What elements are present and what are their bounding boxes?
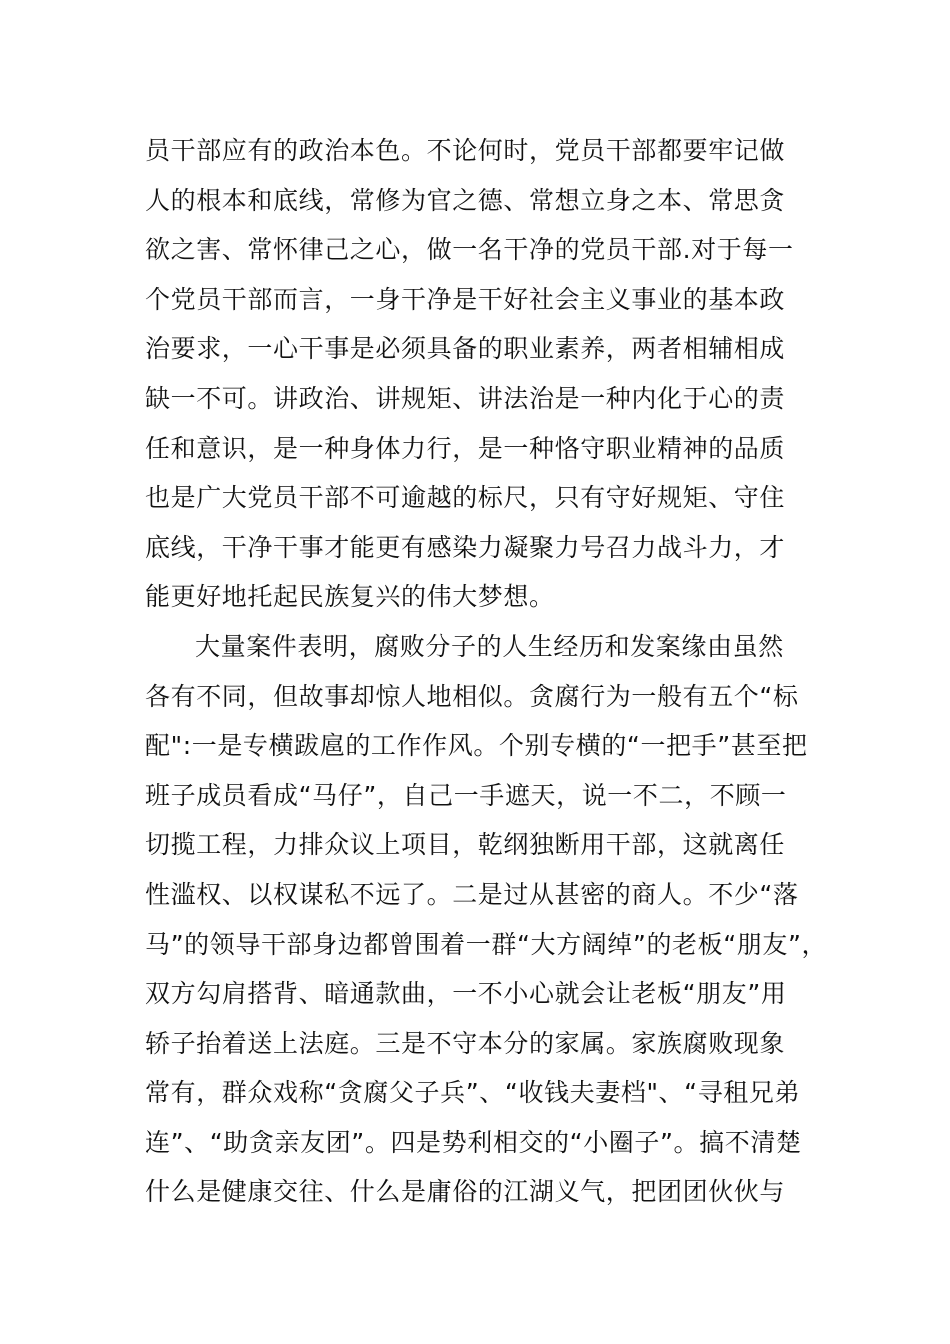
text-line: 班子成员看成“马仔”，自己一手遮天，说一不二，不顾一: [145, 780, 787, 810]
text-line: 治要求，一心干事是必须具备的职业素养，两者相辅相成: [145, 334, 786, 364]
text-line: 能更好地托起民族复兴的伟大梦想。: [145, 582, 555, 612]
text-line: 连”、“助贪亲友团”。四是势利相交的“小圈子”。搞不清楚: [145, 1127, 802, 1157]
text-line: 底线，干净干事才能更有感染力凝聚力号召力战斗力，才: [145, 532, 786, 562]
text-line: 轿子抬着送上法庭。三是不守本分的家属。家族腐败现象: [145, 1028, 786, 1058]
text-line: 什么是健康交往、什么是庸俗的江湖义气，把团团伙伙与: [145, 1177, 786, 1207]
text-line: 双方勾肩搭背、暗通款曲，一不小心就会让老板“朋友”用: [145, 979, 787, 1009]
text-line: 性滥权、以权谋私不远了。二是过从甚密的商人。不少“落: [145, 879, 799, 909]
text-line: 各有不同，但故事却惊人地相似。贪腐行为一般有五个“标: [145, 681, 799, 711]
text-line: 缺一不可。讲政治、讲规矩、讲法治是一种内化于心的责: [145, 383, 786, 413]
text-line: 常有，群众戏称“贪腐父子兵”、“收钱夫妻档"、“寻租兄弟: [145, 1078, 801, 1108]
text-line: 配":一是专横跋扈的工作作风。个别专横的“一把手”甚至把: [145, 731, 808, 761]
text-line: 欲之害、常怀律己之心，做一名干净的党员干部.对于每一: [145, 235, 794, 265]
text-line: 马”的领导干部身边都曾围着一群“大方阔绰”的老板“朋友”，: [145, 929, 828, 959]
text-line: 个党员干部而言，一身干净是干好社会主义事业的基本政: [145, 284, 786, 314]
text-line: 任和意识，是一种身体力行，是一种恪守职业精神的品质: [145, 433, 786, 463]
paragraph-first-line: 大量案件表明，腐败分子的人生经历和发案缘由虽然: [195, 631, 784, 661]
text-line: 员干部应有的政治本色。不论何时，党员干部都要牢记做: [145, 136, 786, 165]
text-line: 切揽工程，力排众议上项目，乾纲独断用干部，这就离任: [145, 830, 786, 860]
text-line: 也是广大党员干部不可逾越的标尺，只有守好规矩、守住: [145, 483, 786, 513]
text-line: 人的根本和底线，常修为官之德、常想立身之本、常思贪: [145, 185, 786, 215]
body-text: [145, 126, 845, 1217]
